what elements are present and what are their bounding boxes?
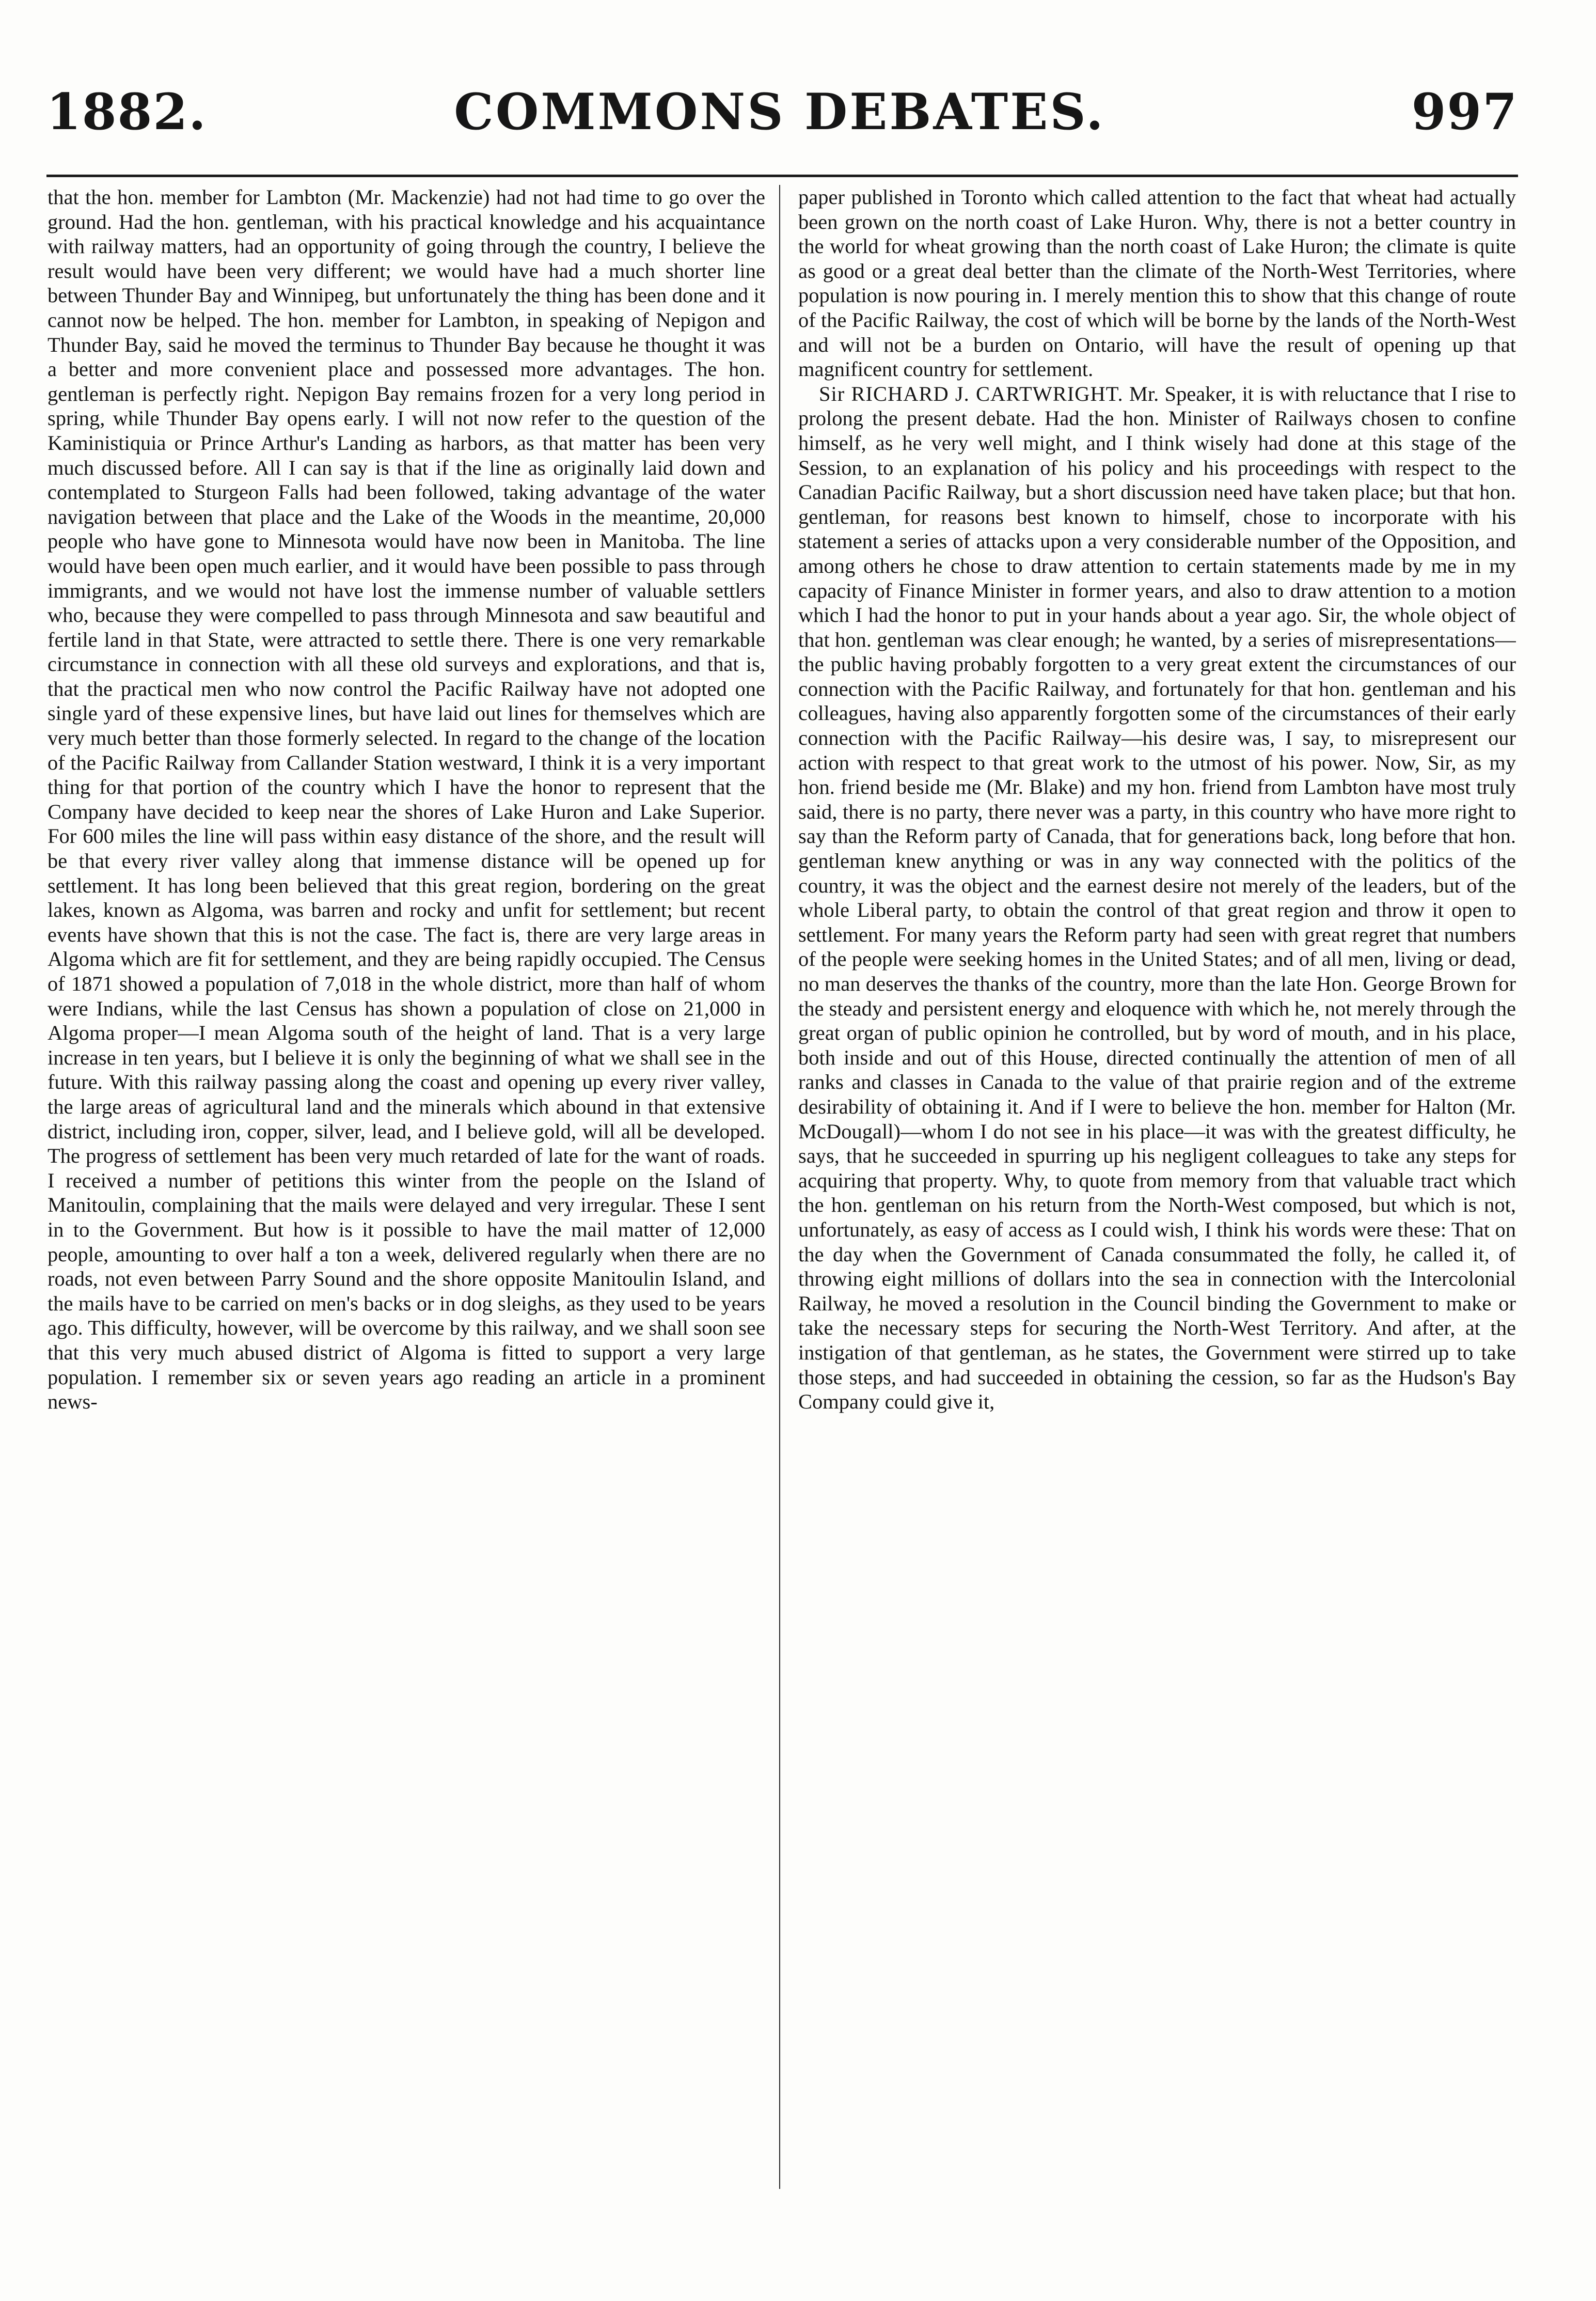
speech-text: Mr. Speaker, it is with reluctance that I rise to prolong the present debate. Had the hon. Minister of Railways chosen to confine himself, as he very well might, and I think wisely had done at this stage of the Session, to an explanation of his policy and his proceedings with respect to the Canadian Pacific Railway, but a short discussion need have taken place; but that hon. gentleman, for reasons best known to himself, chose to incorporate with his statement a series of attacks upon a very considerable number of the Opposition, and among others he chose to draw attention to certain statements made by me in my capacity of Finance Minister in former years, and also to draw attention to a motion which I had the honor to put in your hands about a year ago. Sir, the whole object of that hon. gentleman was clear enough; he wanted, by a series of misrepresentations—the public having probably forgotten to a very great extent the circumstances of our connection with the Pacific Railway, and fortunately for that hon. gentleman and his colleagues, having also apparently forgotten some of the circumstances of their early connection with the Pacific Railway—his desire was, I say, to misrepresent our action with respect to that great work to the utmost of his power. Now, Sir, as my hon. friend beside me (Mr. Blake) and my hon. friend from Lambton have most truly said, there is no party, there never was a party, in this country who have more right to say than the Reform party of Canada, that for generations back, long before that hon. gentleman knew anything or was in any way connected with the politics of the country, it was the object and the earnest desire not merely of the leaders, but of the whole Liberal party, to obtain the control of that great region and throw it open to settlement. For many years the Reform party had seen with great regret that numbers of the people were seeking homes in the United States; and of all men, living or dead, no man deserves the thanks of the country, more than the late Hon. George Brown for the steady and persistent energy and eloquence with which he, not merely through the great organ of public opinion he controlled, but by word of mouth, and in his place, both inside and out of this House, directed continually the attention of men of all ranks and classes in Canada to the value of that prairie region and of the extreme desirability of obtaining it. And if I were to believe the hon. member for Halton (Mr. McDougall)—whom I do not see in his place—it was with the greatest difficulty, he says, that he succeeded in spurring up his negligent colleagues to take any steps for acquiring that property. Why, to quote from memory from that valuable tract which the hon. gentleman on his return from the North-West composed, but which is not, unfortunately, as easy of access as I could wish, I think his words were these: That on the day when the Government of Canada consummated the folly, he called it, of throwing eight millions of dollars into the sea in connection with the Intercolonial Railway, he moved a resolution in the Council binding the Government to make or take the necessary steps for securing the North-West Territory. And after, at the instigation of that gentleman, as he states, the Government were stirred up to take those steps, and had succeeded in obtaining the cession, so far as the Hudson's Bay Company could give it, bbox=[798, 382, 1516, 1414]
right-paragraph: paper published in Toronto which called attention to the fact that wheat had actually been grown on the north coast of Lake Huron. Why, there is not a better country in the world for wheat growing than the north coast of Lake Huron; the climate is quite as good or a great deal better than the climate of the North-West Territories, where population is now pouring in. I merely mention this to show that this change of route of the Pacific Railway, the cost of which will be borne by the lands of the North-West and will not be a burden on Ontario, will have the result of opening up that magnificent country for settlement. bbox=[798, 185, 1516, 381]
page-header bbox=[36, 83, 1523, 160]
left-column bbox=[48, 185, 765, 2230]
column-divider bbox=[779, 185, 780, 2189]
right-column bbox=[798, 185, 1516, 2230]
speech-paragraph bbox=[798, 382, 1516, 1414]
left-paragraph: that the hon. member for Lambton (Mr. Mackenzie) had not had time to go over the ground. Had the hon. gentleman, with his practical knowledge and his acquaintance with railway matters, had an opportunity of going through the country, I believe the result would have been very different; we would have had a much shorter line between Thunder Bay and Winnipeg, but unfortunately the thing has been done and it cannot now be helped. The hon. member for Lambton, in speaking of Nepigon and Thunder Bay, said he moved the terminus to Thunder Bay because he thought it was a better and more convenient place and possessed more advantages. The hon. gentleman is perfectly right. Nepigon Bay remains frozen for a very long period in spring, while Thunder Bay opens early. I will not now refer to the question of the Kaministiquia or Prince Arthur's Landing as harbors, as that matter has been very much discussed before. All I can say is that if the line as originally laid down and contemplated to Sturgeon Falls had been followed, taking advantage of the water navigation between that place and the Lake of the Woods in the meantime, 20,000 people who have gone to Minnesota would have now been in Manitoba. The line would have been open much earlier, and it would have been possible to pass through immigrants, and we would not have lost the immense number of valuable settlers who, because they were compelled to pass through Minnesota and saw beautiful and fertile land in that State, were attracted to settle there. There is one very remarkable circumstance in connection with all these old surveys and explorations, and that is, that the practical men who now control the Pacific Railway have not adopted one single yard of these expensive lines, but have laid out lines for themselves which are very much better than those formerly selected. In regard to the change of the location of the Pacific Railway from Callander Station westward, I think it is a very important thing for that portion of the country which I have the honor to represent that the Company have decided to keep near the shores of Lake Huron and Lake Superior. For 600 miles the line will pass within easy distance of the shore, and the result will be that every river valley along that immense distance will be opened up for settlement. It has long been believed that this great region, bordering on the great lakes, known as Algoma, was barren and rocky and unfit for settlement; but recent events have shown that this is not the case. The fact is, there are very large areas in Algoma which are fit for settlement, and they are being rapidly occupied. The Census of 1871 showed a population of 7,018 in the whole district, more than half of whom were Indians, while the last Census has shown a population of close on 21,000 in Algoma proper—I mean Algoma south of the height of land. That is a very large increase in ten years, but I believe it is only the beginning of what we shall see in the future. With this railway passing along the coast and opening up every river valley, the large areas of agricultural land and the minerals which abound in that extensive district, including iron, copper, silver, lead, and I believe gold, will all be developed. The progress of settlement has been very much retarded of late for the want of roads. I received a number of petitions this winter from the people on the Island of Manitoulin, complaining that the mails were delayed and very irregular. These I sent in to the Government. But how is it possible to have the mail matter of 12,000 people, amounting to over half a ton a week, delivered regularly when there are no roads, not even between Parry Sound and the shore opposite Manitoulin Island, and the mails have to be carried on men's backs or in dog sleighs, as they used to be years ago. This difficulty, however, will be overcome by this railway, and we shall soon see that this very much abused district of Algoma is fitted to support a very large population. I remember six or seven years ago reading an article in a prominent news- bbox=[48, 185, 765, 1414]
page-number: 997 bbox=[1411, 83, 1518, 141]
header-title: COMMONS DEBATES. bbox=[454, 83, 1105, 141]
header-rule bbox=[46, 175, 1518, 177]
header-year: 1882. bbox=[46, 83, 207, 141]
speaker-name: Sir RICHARD J. CARTWRIGHT. bbox=[819, 382, 1124, 405]
